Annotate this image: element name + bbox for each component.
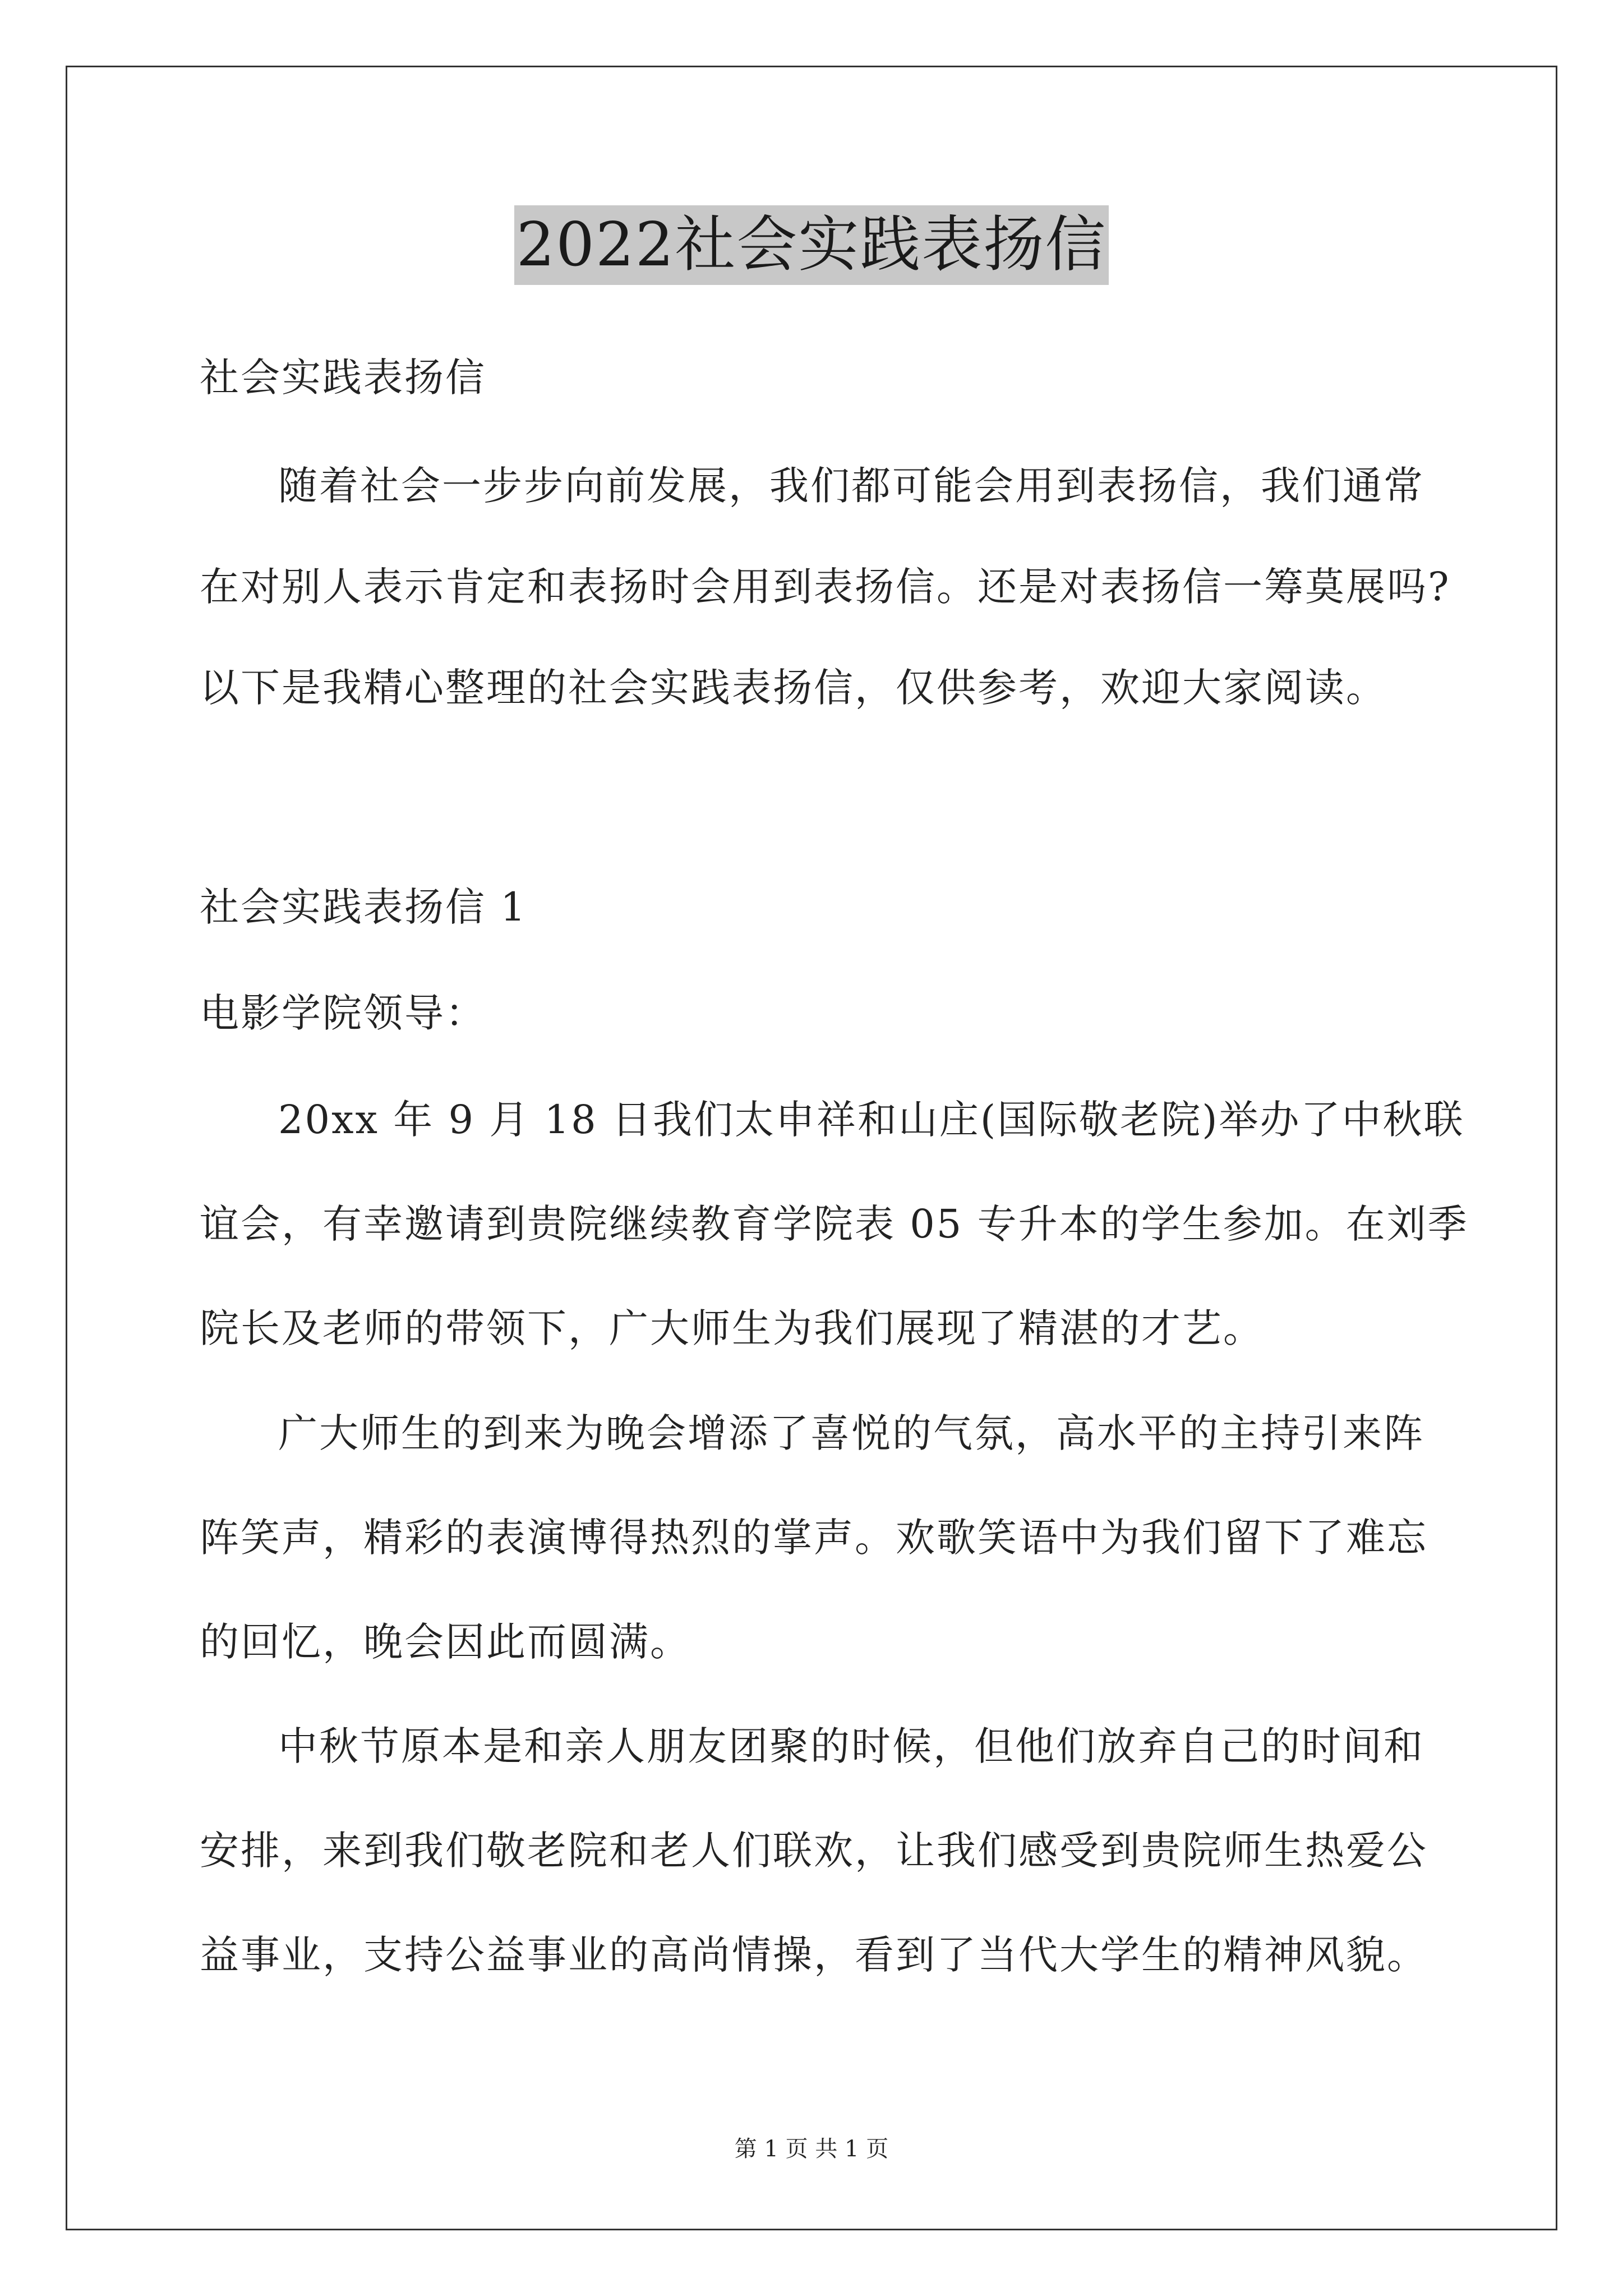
intro-line: 以下是我精心整理的社会实践表扬信，仅供参考，欢迎大家阅读。 xyxy=(200,665,1387,711)
title-container xyxy=(0,205,1623,285)
intro-line: 在对别人表示肯定和表扬时会用到表扬信。还是对表扬信一筹莫展吗? xyxy=(200,564,1451,610)
page-number: 第 1 页 共 1 页 xyxy=(734,2136,889,2162)
document-title: 2022社会实践表扬信 xyxy=(514,205,1109,285)
salutation: 电影学院领导： xyxy=(200,990,486,1036)
section-heading: 社会实践表扬信 1 xyxy=(200,884,527,930)
paragraph-line: 益事业，支持公益事业的高尚情操，看到了当代大学生的精神风貌。 xyxy=(200,1932,1428,1978)
paragraph-line: 中秋节原本是和亲人朋友团聚的时候，但他们放弃自己的时间和 xyxy=(278,1723,1424,1769)
paragraph-line: 20xx 年 9 月 18 日我们太申祥和山庄(国际敬老院)举办了中秋联 xyxy=(278,1097,1465,1143)
paragraph-line: 院长及老师的带领下，广大师生为我们展现了精湛的才艺。 xyxy=(200,1305,1264,1351)
paragraph-line: 阵笑声，精彩的表演博得热烈的掌声。欢歌笑语中为我们留下了难忘 xyxy=(200,1515,1428,1561)
paragraph-line: 的回忆，晚会因此而圆满。 xyxy=(200,1619,691,1665)
page-footer xyxy=(0,2133,1623,2165)
paragraph-line: 谊会，有幸邀请到贵院继续教育学院表 05 专升本的学生参加。在刘季 xyxy=(200,1201,1469,1247)
paragraph-line: 广大师生的到来为晚会增添了喜悦的气氛，高水平的主持引来阵 xyxy=(278,1410,1424,1456)
subtitle: 社会实践表扬信 xyxy=(200,355,486,401)
intro-line: 随着社会一步步向前发展，我们都可能会用到表扬信，我们通常 xyxy=(278,463,1424,509)
paragraph-line: 安排，来到我们敬老院和老人们联欢，让我们感受到贵院师生热爱公 xyxy=(200,1828,1428,1874)
